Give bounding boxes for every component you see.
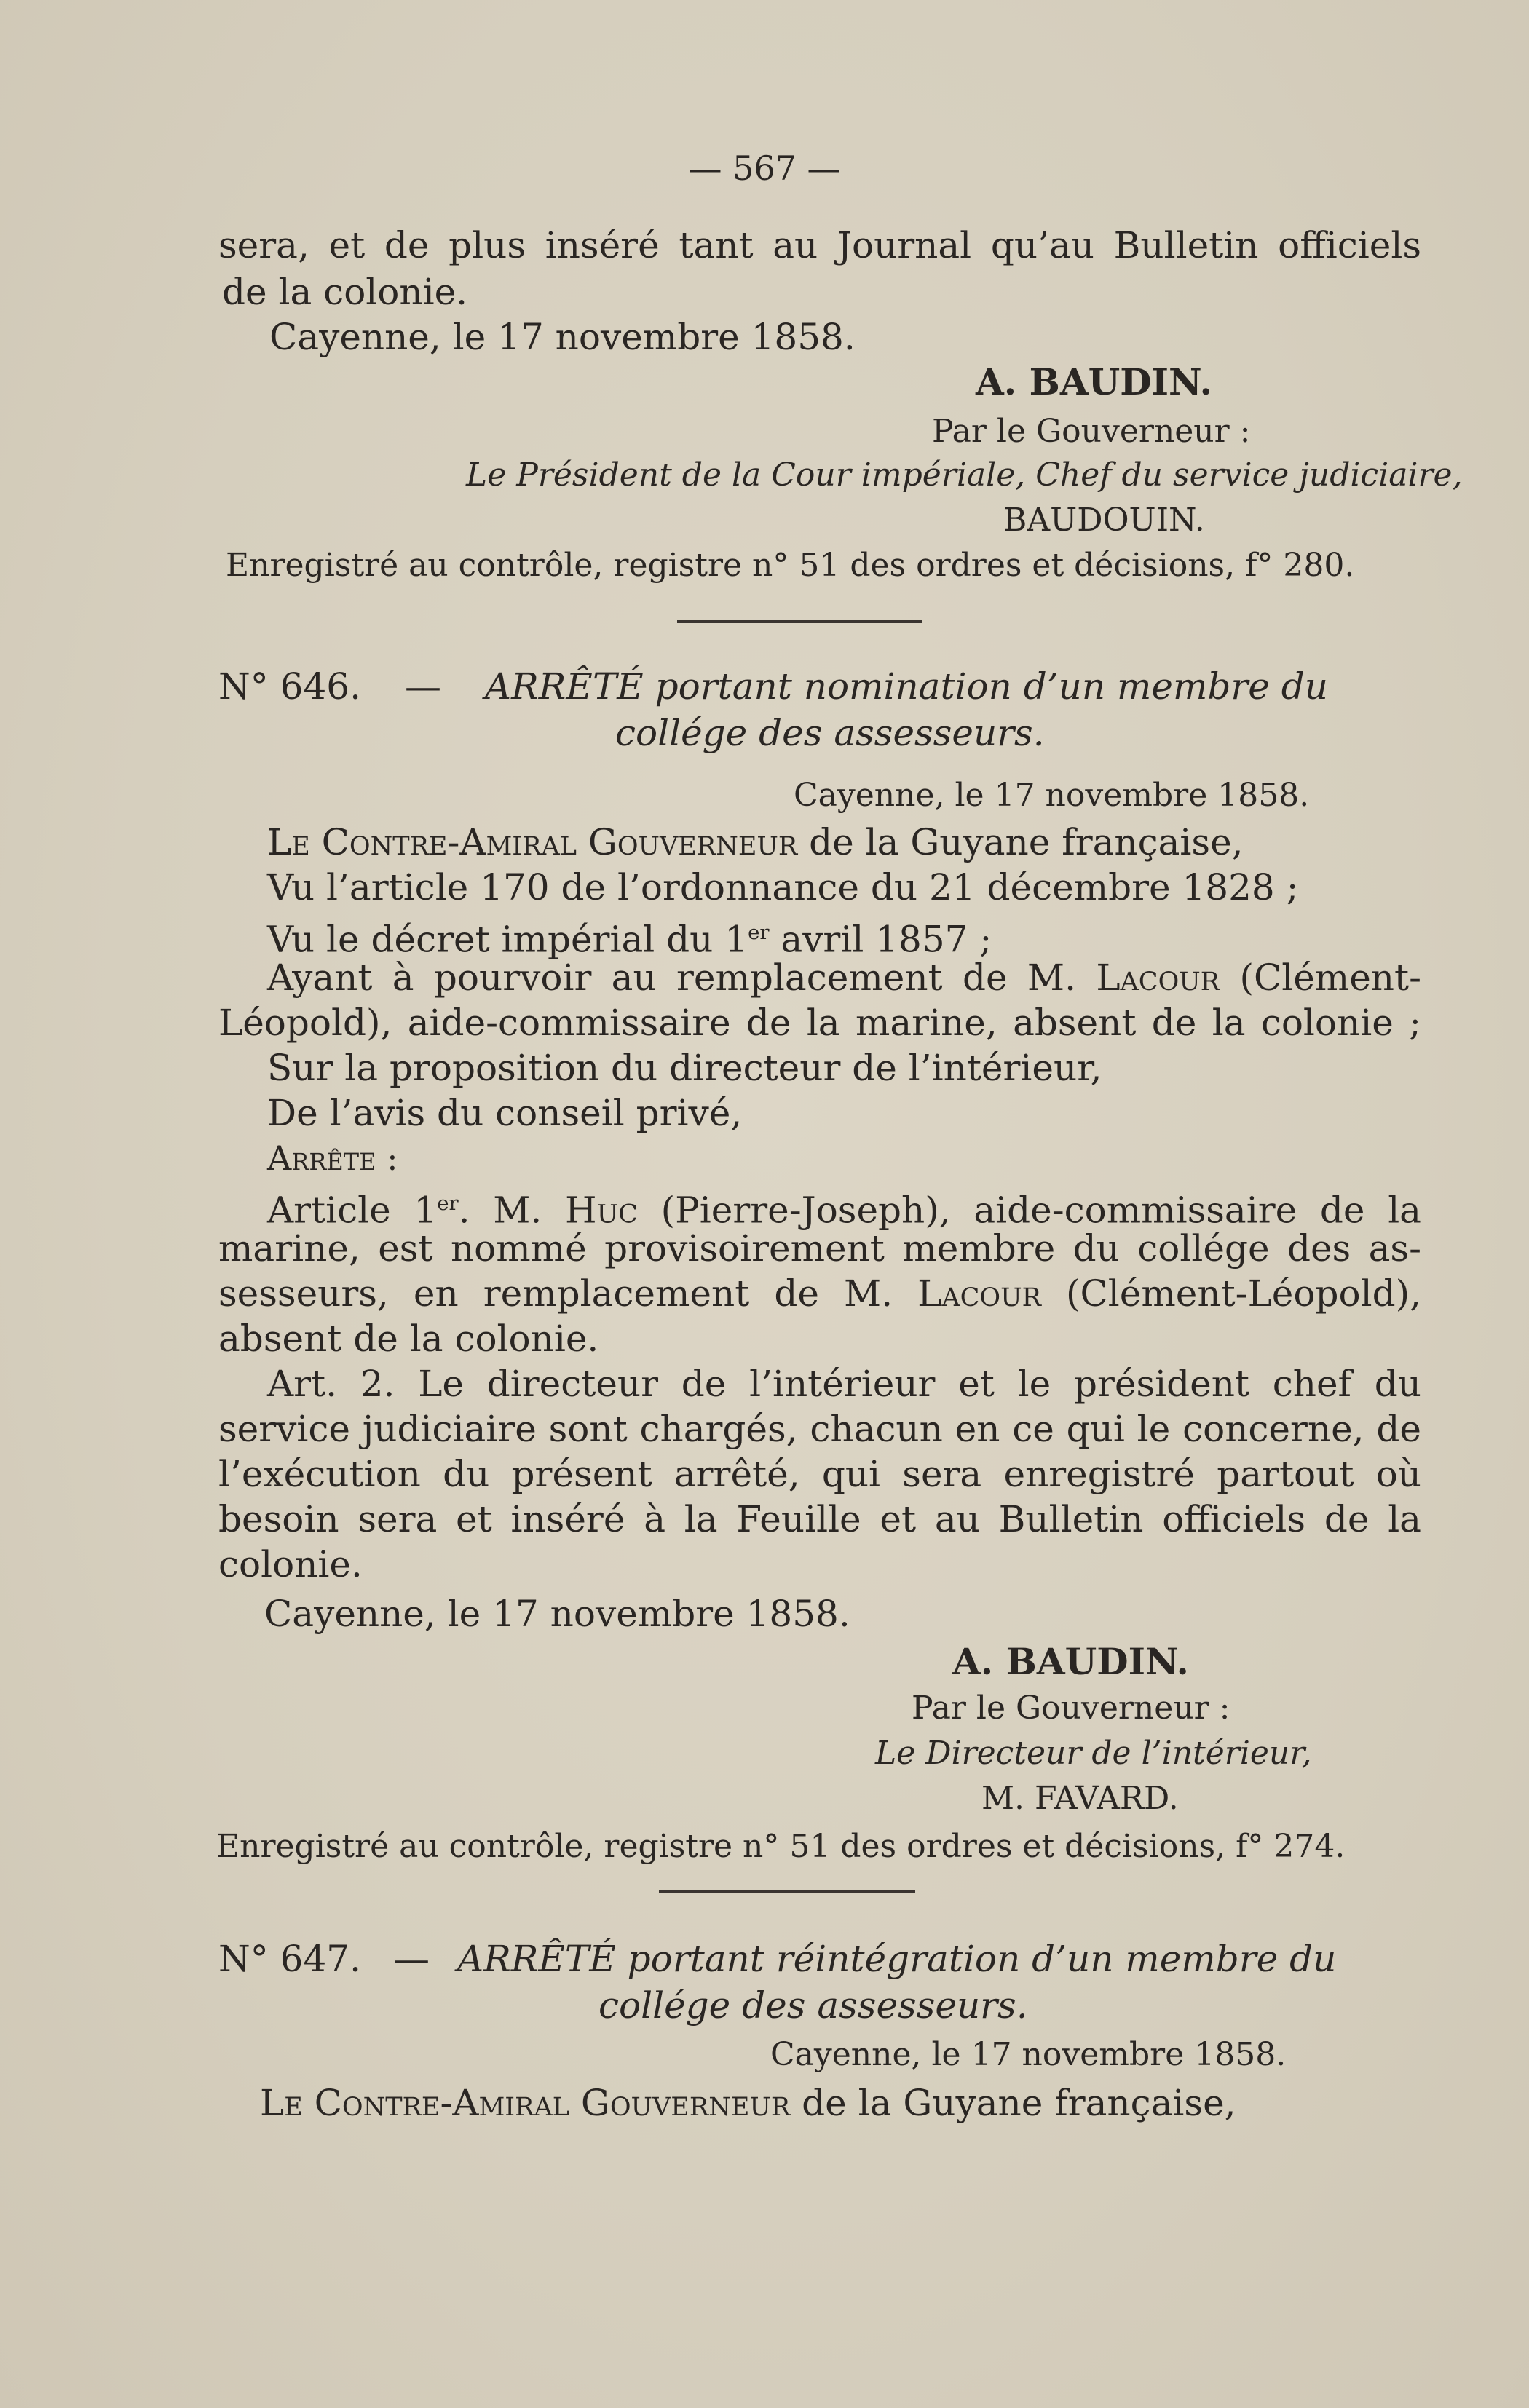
decree-646-body-line: Art. 2. Le directeur de l’intérieur et le président chef du [267,1363,1421,1405]
decree-646-body-line: marine, est nommé provisoirement membre du collége des as- [218,1227,1421,1270]
page-number: — 567 — [688,148,841,188]
decree-646-date: Cayenne, le 17 novembre 1858. [794,777,1310,814]
decree-646-body-line: absent de la colonie. [218,1318,599,1360]
decree-646-closing-date: Cayenne, le 17 novembre 1858. [264,1593,850,1635]
separator-rule-2 [659,1890,915,1893]
decree-646-body-line: Ayant à pourvoir au remplacement de M. Lacour (Clément- [267,957,1421,999]
decree-646-body-line: colonie. [218,1543,363,1585]
decree-647-dash: — [393,1938,430,1980]
decree-646-body-line: Vu le décret impérial du 1er avril 1857 ; [267,918,992,961]
decree-647-number: N° 647. [218,1938,361,1980]
decree-647-date: Cayenne, le 17 novembre 1858. [770,2036,1287,2073]
top-function: Le Président de la Cour impériale, Chef du service judiciaire, [466,456,1463,494]
decree-646-function: Le Directeur de l’intérieur, [875,1735,1312,1772]
decree-646-par-le-gouverneur: Par le Gouverneur : [912,1690,1230,1727]
decree-646-title-line-2: collége des assesseurs. [615,712,1045,754]
decree-647-title-line-1: ARRÊTÉ portant réintégration d’un membre du [457,1938,1337,1980]
decree-646-body-line: sesseurs, en remplacement de M. Lacour (Clément-Léopold), [218,1272,1421,1315]
contre-amiral-gouverneur: Le Contre-Amiral Gouverneur [267,821,798,863]
decree-646-body-line: Article 1er. M. Huc (Pierre-Joseph), aide-commissaire de la [267,1189,1421,1232]
top-registration: Enregistré au contrôle, registre n° 51 des ordres et décisions, f° 280. [226,547,1355,584]
continuation-line-2: de la colonie. [222,271,468,313]
continuation-line-1: sera, et de plus inséré tant au Journal qu’au Bulletin officiels [218,224,1421,266]
decree-646-body-line: service judiciaire sont chargés, chacun en ce qui le concerne, de [218,1408,1421,1450]
decree-646-body-line: besoin sera et inséré à la Feuille et au Bulletin officiels de la [218,1498,1421,1540]
decree-646-body-line: Sur la proposition du directeur de l’intérieur, [267,1047,1102,1089]
decree-646-registration: Enregistré au contrôle, registre n° 51 des ordres et décisions, f° 274. [216,1828,1346,1865]
decree-646-body-line: De l’avis du conseil privé, [267,1092,743,1134]
decree-647-opening: Le Contre-Amiral Gouverneur de la Guyane française, [260,2082,1236,2124]
top-par-le-gouverneur: Par le Gouverneur : [932,413,1251,450]
decree-646-title-line-1: ARRÊTÉ portant nomination d’un membre du [485,665,1328,708]
top-signature: A. BAUDIN. [976,360,1212,403]
decree-647-title-line-2: collége des assesseurs. [598,1984,1028,2027]
decree-646-arrete: Arrête : [267,1138,398,1178]
decree-646-dash: — [405,665,441,708]
decree-646-body-line: l’exécution du présent arrêté, qui sera enregistré partout où [218,1453,1421,1495]
decree-646-body-line: Léopold), aide-commissaire de la marine, absent de la colonie ; [218,1002,1421,1044]
decree-646-body-line: Le Contre-Amiral Gouverneur de la Guyane française, [267,821,1244,863]
top-date-line: Cayenne, le 17 novembre 1858. [269,316,856,358]
top-signer: BAUDOUIN. [1003,502,1205,539]
separator-rule-1 [677,620,922,623]
decree-646-number: N° 646. [218,665,361,708]
decree-646-signature: A. BAUDIN. [952,1640,1189,1683]
decree-646-signer: M. FAVARD. [981,1780,1179,1817]
decree-646-body-line: Vu l’article 170 de l’ordonnance du 21 décembre 1828 ; [267,866,1299,908]
